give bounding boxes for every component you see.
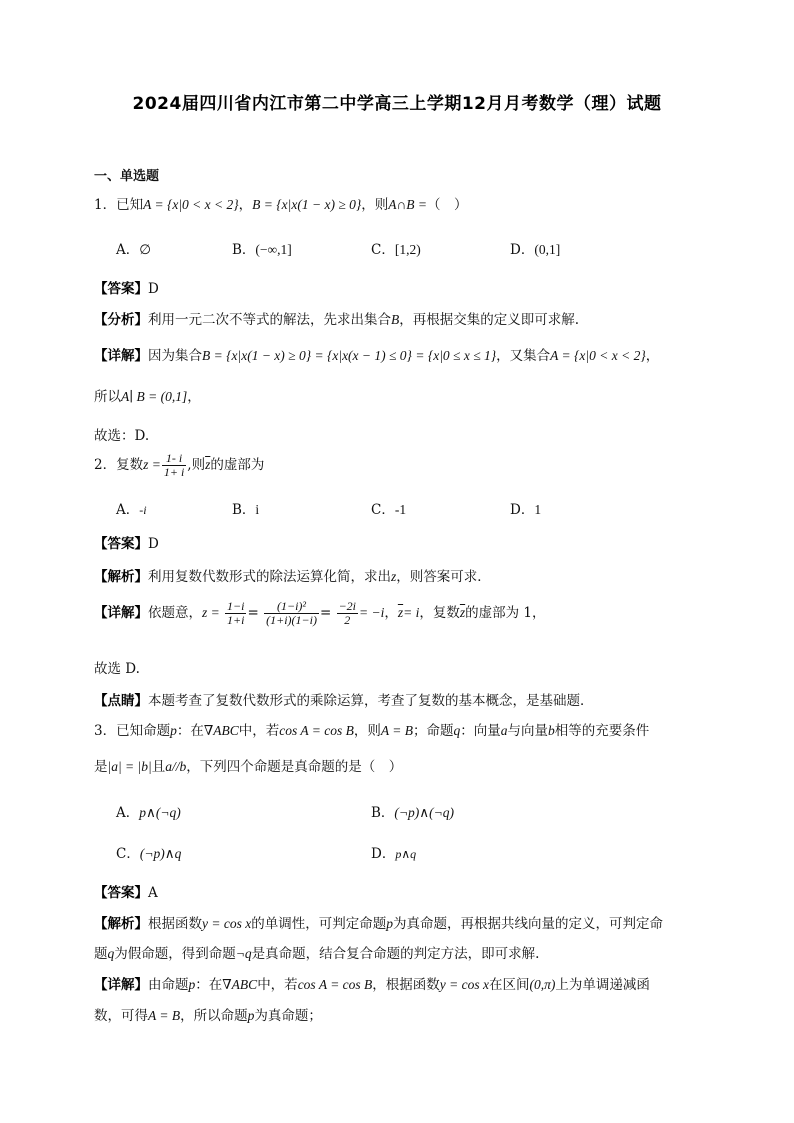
q1-option-c: C．[1,2) (371, 242, 421, 258)
page-title: 2024届四川省内江市第二中学高三上学期12月月考数学（理）试题 (132, 94, 662, 114)
q1-option-b: B．(−∞,1] (232, 242, 292, 258)
q1-set-b: B = {x|x(1 − x) ≥ 0} (252, 197, 362, 212)
q2-choose: 故选 D. (94, 661, 140, 677)
q3-option-d: D．p∧q (371, 846, 417, 862)
q2-answer: 【答案】D (94, 536, 159, 552)
q2-option-c: C．-1 (371, 502, 407, 518)
q3-option-a: A．p∧(¬q) (116, 805, 181, 821)
q3-analysis-line2: 题q为假命题，得到命题¬q是真命题，结合复合命题的判定方法，即可求解. (94, 946, 540, 962)
q2-fraction: $\frac{1- i}{1+ i}$ (163, 451, 185, 480)
q3-option-b: B．(¬p)∧(¬q) (371, 805, 455, 821)
q2-detail: 【详解】依题意，z = $\frac{1-i}{1+i}$ = $\frac{\text{(1−i)²}}{(1+i)(1-i)}$ = $\frac{-2i}{2}$ = −i，$\overline{z}= i$，复数$\overline{z}$的虚部为 1， (94, 599, 546, 628)
q1-detail: 【详解】因为集合B = {x|x(1 − x) ≥ 0} = {x|x(x − 1) ≤ 0} = {x|0 ≤ x ≤ 1}，又集合A = {x|0 < x < 2}， (94, 348, 660, 364)
q3-stem-line2: 是|a| = |b|且a//b，下列四个命题是真命题的是（ ） (94, 759, 403, 775)
q2-stem: 2．复数z = $\frac{1- i}{1+ i}$ ,则$\overline{z}$的虚部为 (94, 451, 265, 480)
q1-analysis: 【分析】利用一元二次不等式的解法，先求出集合B，再根据交集的定义即可求解. (94, 312, 580, 328)
q1-so: 所以A∣ B = (0,1]， (94, 389, 201, 405)
section-heading: 一、单选题 (94, 169, 160, 184)
q3-detail-line2: 数，可得A = B，所以命题p为真命题； (94, 1008, 322, 1024)
q2-option-a: A．-i (116, 502, 147, 518)
q2-option-d: D．1 (510, 502, 542, 518)
q3-stem-line1: 3．已知命题p：在∇ABC中，若cos A = cos B，则A = B；命题q：向量a与向量b相等的充要条件 (94, 723, 650, 739)
q1-choose: 故选：D. (94, 428, 150, 444)
q1-option-d: D．(0,1] (510, 242, 561, 258)
q3-option-c: C．(¬p)∧q (116, 846, 182, 862)
q2-comment: 【点睛】本题考查了复数代数形式的乘除运算，考查了复数的基本概念，是基础题． (94, 693, 594, 709)
q3-answer: 【答案】A (94, 885, 158, 901)
q1-ask: A∩B = (388, 197, 428, 212)
q1-option-a: A．∅ (116, 242, 152, 258)
q2-option-b: B．i (232, 502, 260, 518)
q3-analysis-line1: 【解析】根据函数y = cos x的单调性，可判定命题p为真命题，再根据共线向量的定义，可判定命 (94, 916, 663, 932)
q1-answer: 【答案】D (94, 281, 159, 297)
q1-set-a: A = {x|0 < x < 2} (143, 197, 239, 212)
q3-detail-line1: 【详解】由命题p：在∇ABC中，若cos A = cos B，根据函数y = cos x在区间(0,π)上为单调递减函 (94, 977, 650, 993)
q2-analysis: 【解析】利用复数代数形式的除法运算化简，求出z，则答案可求． (94, 569, 491, 585)
q1-stem: 1．已知A = {x|0 < x < 2}，B = {x|x(1 − x) ≥ 0}，则A∩B =（ ） (94, 197, 468, 213)
